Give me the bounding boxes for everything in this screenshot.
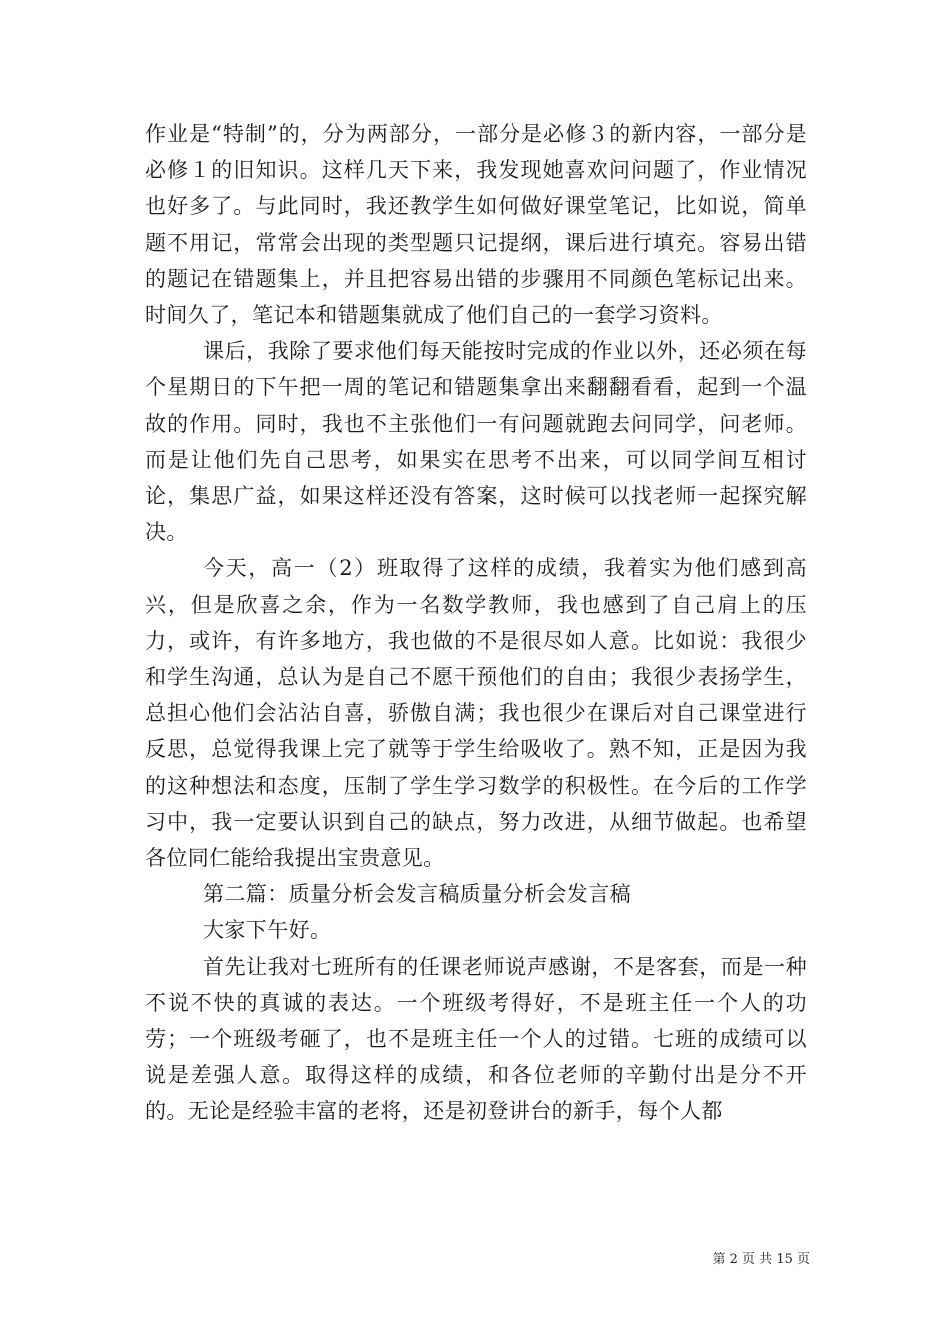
paragraph-6: 首先让我对七班所有的任课老师说声感谢，不是客套，而是一种不说不快的真诚的表达。一个班级考得好，不是班主任一个人的功劳；一个班级考砸了，也不是班主任一个人的过错。七班的成绩可以说是差强人意。取得这样的成绩，和各位老师的辛勤付出是分不开的。无论是经验丰富的老将，还是初登讲台的新手，每个人都 — [145, 954, 807, 1124]
page-number-footer: 第 2 页 共 15 页 — [712, 1252, 810, 1267]
paragraph-2: 课后，我除了要求他们每天能按时完成的作业以外，还必须在每个星期日的下午把一周的笔记和错题集拿出来翻翻看看，起到一个温故的作用。同时，我也不主张他们一有问题就跑去问同学，问老师。而是让他们先自己思考，如果实在思考不出来，可以同学间互相讨论，集思广益，如果这样还没有答案，这时候可以找老师一起探究解决。 — [145, 339, 807, 545]
greeting-line: 大家下午好。 — [203, 918, 332, 943]
paragraph-3: 今天，高一（2）班取得了这样的成绩，我着实为他们感到高兴，但是欣喜之余，作为一名数学教师，我也感到了自己肩上的压力，或许，有许多地方，我也做的不是很尽如人意。比如说：我很少和学生沟通，总认为是自己不愿干预他们的自由；我很少表扬学生，总担心他们会沾沾自喜，骄傲自满；我也很少在课后对自己课堂进行反思，总觉得我课上完了就等于学生给吸收了。熟不知，正是因为我的这种想法和态度，压制了学生学习数学的积极性。在今后的工作学习中，我一定要认识到自己的缺点，努力改进，从细节做起。也希望各位同仁能给我提出宝贵意见。 — [145, 556, 807, 871]
section-heading: 第二篇：质量分析会发言稿质量分析会发言稿 — [203, 882, 631, 907]
paragraph-1: 作业是“特制”的，分为两部分，一部分是必修３的新内容，一部分是必修１的旧知识。这样几天下来，我发现她喜欢问问题了，作业情况也好多了。与此同时，我还教学生如何做好课堂笔记，比如说，简单题不用记，常常会出现的类型题只记提纲，课后进行填充。容易出错的题记在错题集上，并且把容易出错的步骤用不同颜色笔标记出来。时间久了，笔记本和错题集就成了他们自己的一套学习资料。 — [145, 122, 807, 328]
document-body — [145, 116, 807, 1130]
